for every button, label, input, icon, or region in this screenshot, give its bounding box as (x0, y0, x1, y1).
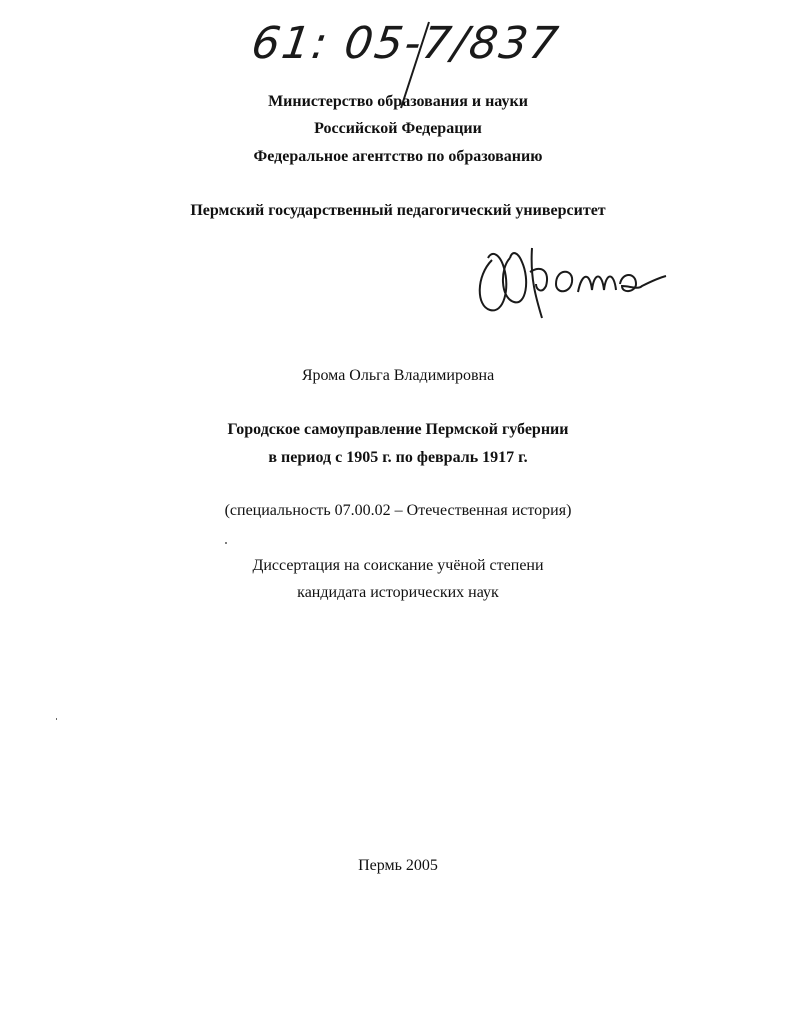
ministry-line-2: Российской Федерации (314, 120, 482, 137)
signature-text: Ярома (470, 326, 473, 327)
author-signature (470, 228, 670, 328)
title-line-1: Городское самоуправление Пермской губернии (227, 421, 569, 438)
place-year: Пермь 2005 (358, 857, 438, 874)
author-name: Ярома Ольга Владимировна (301, 367, 495, 384)
scan-speck (225, 542, 227, 544)
agency-line: Федеральное агентство по образованию (253, 148, 543, 165)
degree-line-1: Диссертация на соискание учёной степени (252, 557, 544, 574)
archive-code-handwritten: 61: 05-7/837 (248, 18, 564, 69)
ministry-line-1: Министерство образования и науки (268, 93, 528, 110)
scan-speck (56, 718, 57, 720)
university-line: Пермский государственный педагогический университет (190, 202, 606, 219)
title-line-2: в период с 1905 г. по февраль 1917 г. (268, 449, 528, 466)
specialty-line: (специальность 07.00.02 – Отечественная история) (224, 502, 572, 519)
degree-line-2: кандидата исторических наук (297, 584, 499, 601)
